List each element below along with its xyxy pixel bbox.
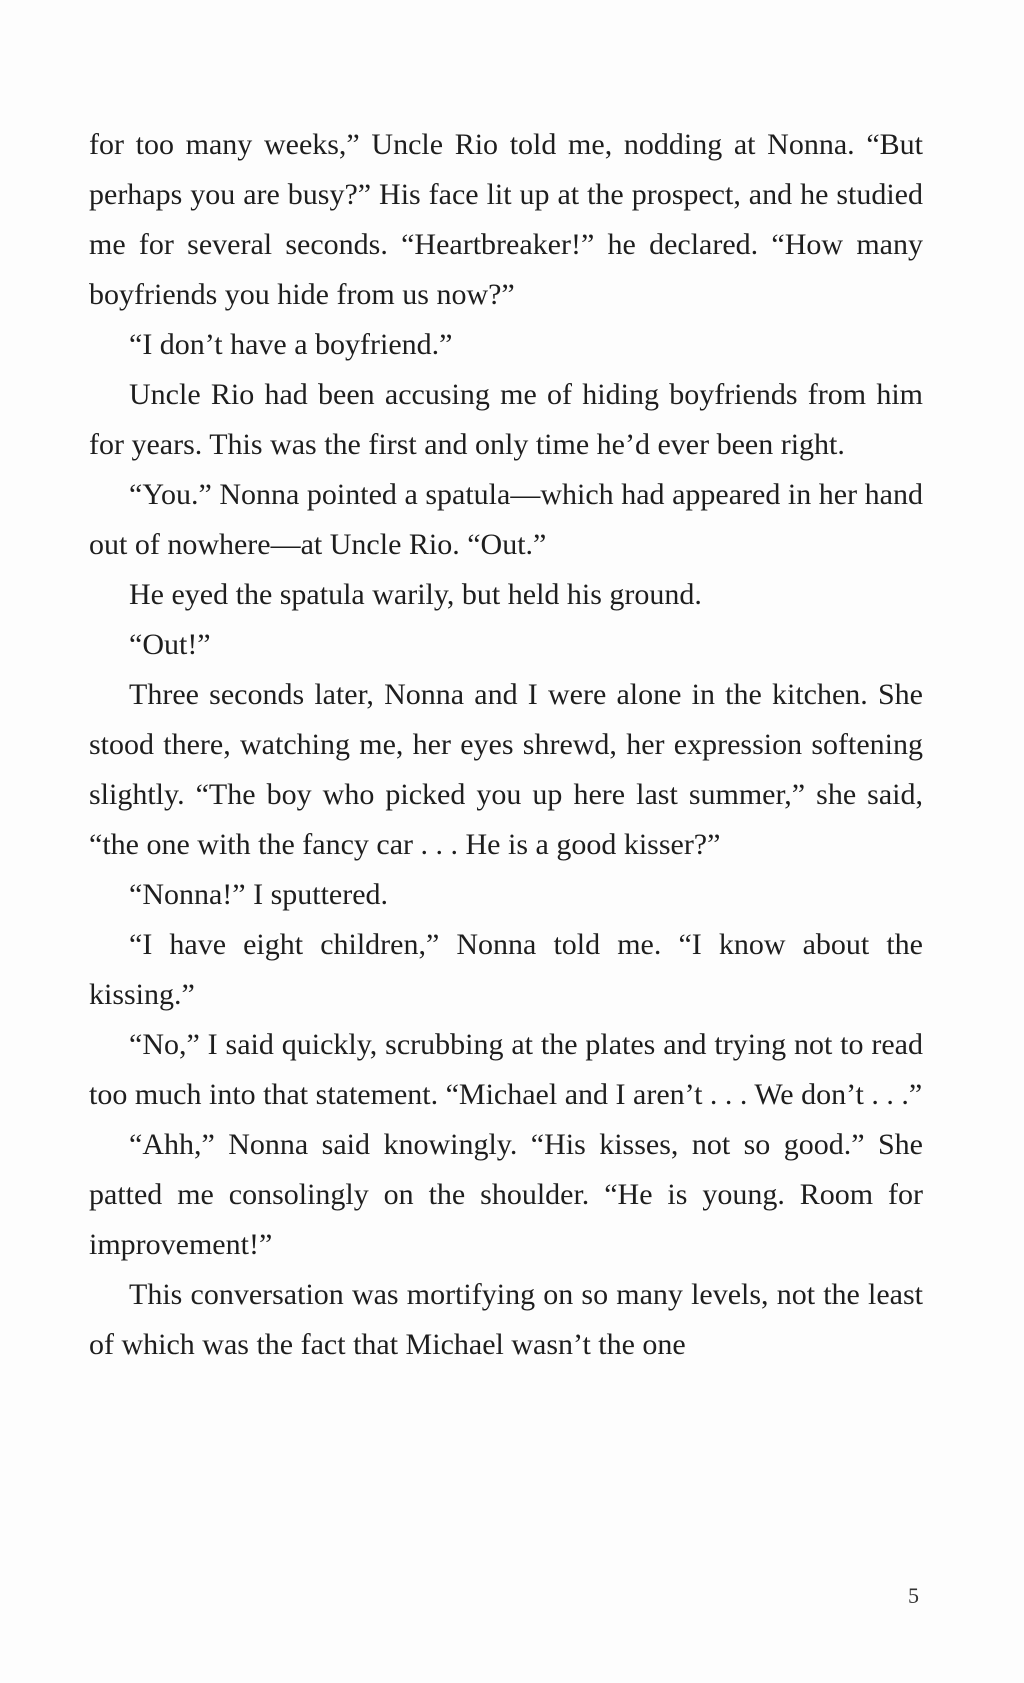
paragraph: “No,” I said quickly, scrubbing at the plates and trying not to read too much into that statement. “Michael and I aren’t . . . We don’t . . .” [89, 1028, 923, 1111]
paragraph: “I have eight children,” Nonna told me. “I know about the kissing.” [89, 928, 923, 1011]
paragraph: “Out!” [129, 628, 211, 661]
paragraph: Three seconds later, Nonna and I were alone in the kitchen. She stood there, watching me, her eyes shrewd, her expression softening slightly. “The boy who picked you up here last summer,” she said, “the one with the fancy car . . . He is a good kisser?” [89, 678, 923, 861]
paragraph: “Ahh,” Nonna said knowingly. “His kisses, not so good.” She patted me consolingly on the shoulder. “He is young. Room for improvement!” [89, 1128, 923, 1261]
paragraph: This conversation was mortifying on so many levels, not the least of which was the fact that Michael wasn’t the one [89, 1278, 923, 1361]
paragraph: “I don’t have a boyfriend.” [129, 328, 453, 361]
paragraph: “Nonna!” I sputtered. [129, 878, 389, 911]
paragraph: Uncle Rio had been accusing me of hiding boyfriends from him for years. This was the first and only time he’d ever been right. [89, 378, 923, 461]
paragraph: He eyed the spatula warily, but held his ground. [129, 578, 702, 611]
page-number: 5 [908, 1583, 919, 1608]
body-text [89, 120, 923, 1370]
paragraph: “You.” Nonna pointed a spatula—which had appeared in her hand out of nowhere—at Uncle Rio. “Out.” [89, 478, 923, 561]
paragraph: for too many weeks,” Uncle Rio told me, nodding at Nonna. “But perhaps you are busy?” His face lit up at the prospect, and he studied me for several seconds. “Heartbreaker!” he declared. “How many boyfriends you hide from us now?” [89, 128, 923, 311]
